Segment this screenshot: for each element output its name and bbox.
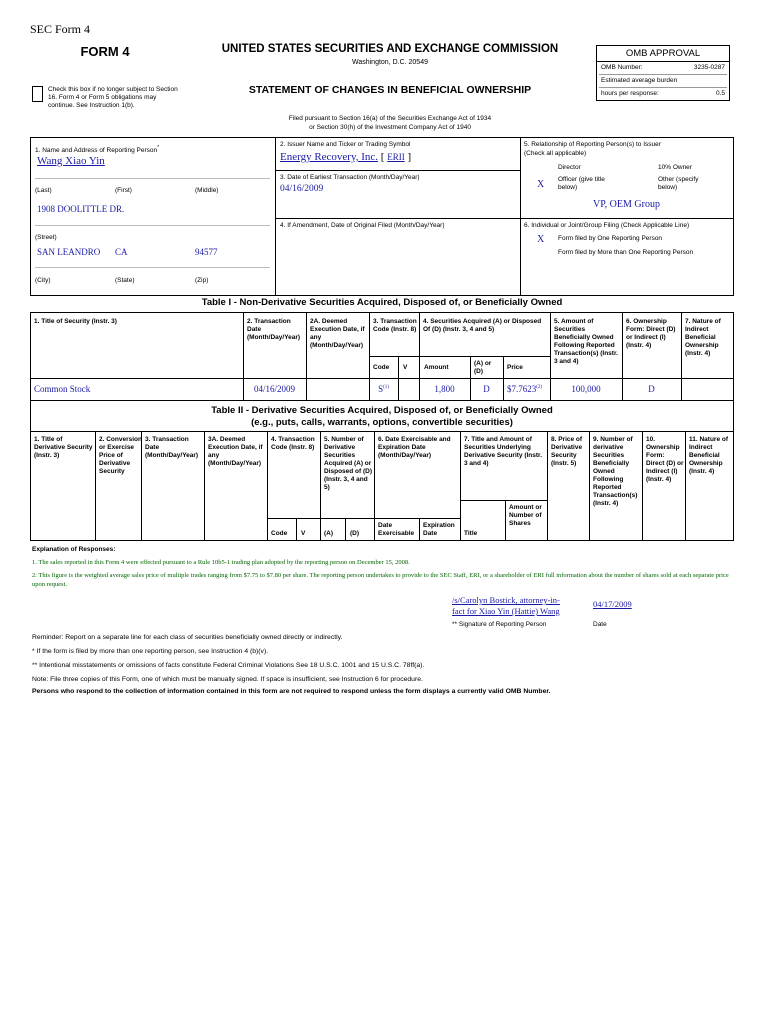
- issuer-label: 2. Issuer Name and Ticker or Trading Symbol: [280, 141, 411, 148]
- t2-h-title: 1. Title of Derivative Security (Instr. 3): [34, 436, 93, 459]
- other-option[interactable]: Other (specify below): [658, 176, 699, 191]
- file-copies-note: Note: File three copies of this Form, one of which must be manually signed. If space is insufficient, see Instruction 6 for procedure.: [32, 676, 423, 683]
- reporting-person-label: 1. Name and Address of Reporting Person*: [35, 145, 160, 155]
- ten-percent-owner-option[interactable]: 10% Owner: [658, 164, 692, 171]
- t1-row-date: 04/16/2009: [253, 384, 295, 394]
- zip-label: (Zip): [195, 277, 209, 284]
- statement-title: STATEMENT OF CHANGES IN BENEFICIAL OWNERSHIP: [248, 84, 532, 96]
- t2-h-underlying: 7. Title and Amount of Securities Underlying Derivative Security (Instr. 3 and 4): [464, 436, 543, 467]
- signature-date-label: Date: [593, 621, 607, 628]
- t2-h-conversion: 2. Conversion or Exercise Price of Derivative Security: [99, 436, 142, 475]
- footnote-2: 2. This figure is the weighted average sales price of multiple trades ranging from $7.75 to $7.80 per share. The reporting person undertakes to provide to the SEC Staff, ERI, or a shareholder of ERI full information about the number of shares sold at each separate price upon request.: [32, 572, 729, 588]
- t1-row-code: $S^{(1)}$: [378, 384, 389, 394]
- omb-hours-label: hours per response:: [601, 90, 659, 97]
- t1-h-form: 6. Ownership Form: Direct (D) or Indirect (I) (Instr. 4): [626, 318, 676, 349]
- section16-note: Check this box if no longer subject to Section 16. Form 4 or Form 5 obligations may continue. See Instruction 1(b).: [48, 86, 178, 109]
- last-label: (Last): [35, 187, 52, 194]
- table1-title: Table I - Non-Derivative Securities Acquired, Disposed of, or Beneficially Owned: [201, 297, 563, 308]
- t2-h-owned: 9. Number of derivative Securities Beneficially Owned Following Reported Transaction(s) (Instr. 4): [593, 436, 638, 507]
- section16-checkbox[interactable]: [32, 86, 43, 102]
- issuer-ticker[interactable]: ERII: [387, 152, 405, 162]
- t1-h-code: 3. Transaction Code (Instr. 8): [373, 318, 417, 333]
- reporting-person-name[interactable]: Wang Xiao Yin: [37, 155, 105, 167]
- director-option[interactable]: Director: [558, 164, 581, 171]
- earliest-transaction-label: 3. Date of Earliest Transaction (Month/Day/Year): [280, 174, 420, 181]
- table2-title: Table II - Derivative Securities Acquired, Disposed of, or Beneficially Owned: [211, 405, 553, 416]
- explanation-label: Explanation of Responses:: [32, 546, 116, 553]
- form-label: FORM 4: [80, 44, 130, 59]
- t2-h-form: 10. Ownership Form: Direct (D) or Indirect (I) (Instr. 4): [646, 436, 684, 483]
- agency-title: UNITED STATES SECURITIES AND EXCHANGE COMMISSION: [221, 43, 559, 55]
- table2-subtitle: (e.g., puts, calls, warrants, options, convertible securities): [251, 417, 513, 428]
- t1-row-price: $7.7623$^{(2)}$: [507, 384, 543, 394]
- filing-check-mark[interactable]: X: [537, 234, 545, 245]
- t1-row-title: Common Stock: [34, 384, 91, 394]
- t2-h-code-sub: Code: [271, 530, 288, 537]
- t1-row-amount: 1,800: [434, 384, 455, 394]
- t2-h-d-sub: (D): [350, 530, 360, 537]
- t2-h-nature: 11. Nature of Indirect Beneficial Ownership (Instr. 4): [689, 436, 729, 475]
- agency-location: Washington, D.C. 20549: [351, 59, 428, 66]
- t1-h-code-sub: Code: [373, 364, 390, 371]
- middle-label: (Middle): [195, 187, 219, 194]
- filing-label: 6. Individual or Joint/Group Filing (Check Applicable Line): [524, 222, 690, 229]
- t1-h-price-sub: Price: [507, 364, 523, 371]
- t1-h-securities: 4. Securities Acquired (A) or Disposed Of (D) (Instr. 3, 4 and 5): [423, 318, 542, 333]
- t2-h-expiration: Expiration Date: [423, 522, 455, 537]
- t1-h-date: 2. Transaction Date (Month/Day/Year): [247, 318, 301, 341]
- issuer-name[interactable]: Energy Recovery, Inc.: [280, 151, 379, 163]
- amendment-label: 4. If Amendment, Date of Original Filed (Month/Day/Year): [280, 222, 445, 229]
- t1-row-owned: 100,000: [571, 384, 601, 394]
- filed-pursuant-line2: or Section 30(h) of the Investment Company Act of 1940: [309, 124, 471, 131]
- issuer-name-line: Energy Recovery, Inc. [ ERII ]: [280, 151, 412, 163]
- t1-row-form: D: [648, 384, 655, 394]
- omb-collection-note: Persons who respond to the collection of information contained in this form are not required to respond unless the form displays a currently valid OMB Number.: [32, 688, 551, 695]
- filing-more-persons[interactable]: Form filed by More than One Reporting Person: [558, 249, 694, 256]
- reminder-note: Reminder: Report on a separate line for each class of securities beneficially owned directly or indirectly.: [32, 634, 343, 641]
- t1-h-aord-sub: (A) or (D): [474, 360, 492, 375]
- signature-date: 04/17/2009: [593, 599, 632, 609]
- omb-hours-value: 0.5: [715, 90, 725, 97]
- t2-h-exercisable: 6. Date Exercisable and Expiration Date (Month/Day/Year): [378, 436, 451, 459]
- double-star-note: ** Intentional misstatements or omissions of facts constitute Federal Criminal Violations See 18 U.S.C. 1001 and 15 U.S.C. 78ff(a).: [32, 662, 425, 669]
- omb-approval-box: [596, 45, 730, 101]
- officer-option[interactable]: Officer (give title below): [558, 176, 605, 191]
- omb-title: OMB APPROVAL: [597, 46, 729, 62]
- t1-row-aord: D: [483, 384, 490, 394]
- street-value: 1908 DOOLITTLE DR.: [37, 204, 125, 214]
- star-note: * If the form is filed by more than one reporting person, see Instruction 4 (b)(v).: [32, 648, 269, 655]
- relationship-label: 5. Relationship of Reporting Person(s) to Issuer: [524, 141, 661, 148]
- signature-name: /s/Carolyn Bostick, attorney-in- fact for Xiao Yin (Hattie) Wang: [452, 595, 560, 616]
- earliest-transaction-date: 04/16/2009: [280, 184, 324, 194]
- state-label: (State): [115, 277, 135, 284]
- filed-pursuant: [240, 114, 540, 132]
- omb-number-value: 3235-0287: [693, 64, 725, 71]
- t2-h-title-sub: Title: [464, 530, 478, 537]
- t2-h-date: 3. Transaction Date (Month/Day/Year): [145, 436, 199, 459]
- t2-h-deemed: 3A. Deemed Execution Date, if any (Month/Day/Year): [208, 436, 263, 467]
- t1-h-amount-sub: Amount: [424, 364, 449, 371]
- t1-h-deemed: 2A. Deemed Execution Date, if any (Month/Day/Year): [310, 318, 365, 349]
- zip-value: 94577: [195, 247, 218, 257]
- omb-number-label: OMB Number:: [601, 64, 643, 71]
- omb-burden-label: Estimated average burden: [601, 77, 678, 84]
- footnote-1: 1. The sales reported in this Form 4 were effected pursuant to a Rule 10b5-1 trading plan adopted by the reporting person on December 15, 2008.: [32, 559, 410, 566]
- t2-h-number: 5. Number of Derivative Securities Acquired (A) or Disposed of (D) (Instr. 3, 4 and 5): [324, 436, 373, 491]
- relationship-label2: (Check all applicable): [524, 150, 587, 157]
- filing-one-person[interactable]: Form filed by One Reporting Person: [558, 235, 663, 242]
- officer-title-value: VP, OEM Group: [593, 199, 660, 210]
- t1-h-nature: 7. Nature of Indirect Beneficial Ownership (Instr. 4): [685, 318, 721, 357]
- t2-h-price: 8. Price of Derivative Security (Instr. 5): [551, 436, 583, 467]
- t1-h-v-sub: V: [403, 364, 408, 371]
- t2-h-date-exercisable: Date Exercisable: [378, 522, 415, 537]
- t2-h-amount-shares: Amount or Number of Shares: [509, 504, 542, 527]
- street-label: (Street): [35, 234, 57, 241]
- city-label: (City): [35, 277, 51, 284]
- t1-h-owned: 5. Amount of Securities Beneficially Owned Following Reported Transaction(s) (Instr. 3 and 4): [554, 318, 618, 365]
- signature-label: ** Signature of Reporting Person: [452, 621, 547, 628]
- city-value: SAN LEANDRO: [37, 247, 101, 257]
- officer-check-mark[interactable]: X: [537, 179, 545, 190]
- first-label: (First): [115, 187, 132, 194]
- filed-pursuant-line1: Filed pursuant to Section 16(a) of the Securities Exchange Act of 1934: [288, 115, 492, 122]
- t2-h-a-sub: (A): [324, 530, 334, 537]
- t2-h-code: 4. Transaction Code (Instr. 8): [271, 436, 315, 451]
- t2-h-v-sub: V: [301, 530, 306, 537]
- document-title: SEC Form 4: [30, 22, 91, 36]
- t1-h-title: 1. Title of Security (Instr. 3): [34, 318, 117, 325]
- state-value: CA: [115, 247, 128, 257]
